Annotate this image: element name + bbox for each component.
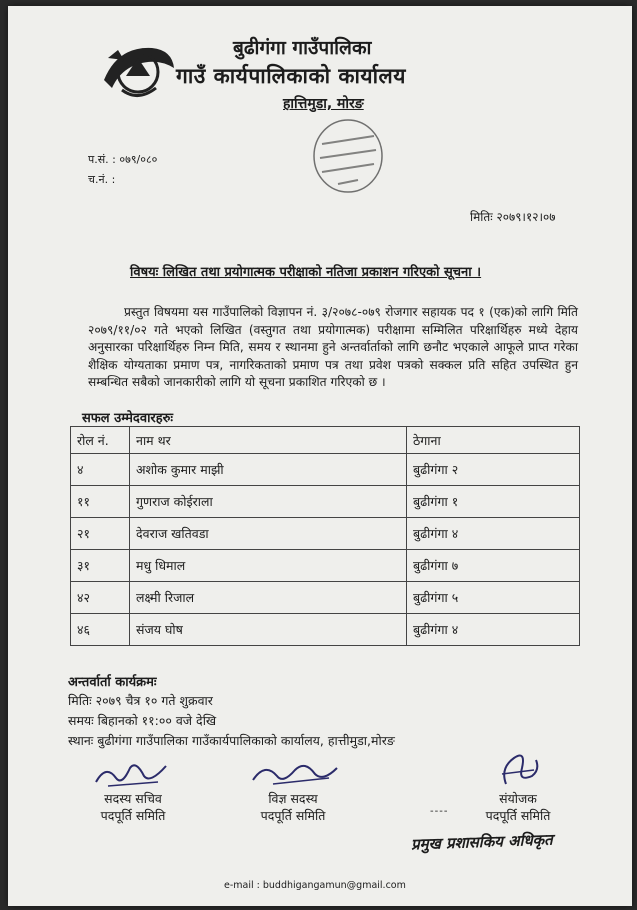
handwritten-signature-icon [243,758,343,790]
notice-document [8,6,632,906]
signature-block-secretary [78,758,188,824]
office-email: e-mail : buddhigangamun@gmail.com [224,880,406,891]
signature-block-expert [233,758,353,824]
roll-cell: ४२ [71,582,130,614]
address-cell: बुढीगंगा ७ [407,550,580,582]
address-cell: बुढीगंगा ४ [407,614,580,646]
table-row [71,486,580,518]
handwritten-signature-icon [88,758,178,790]
executive-office-name: गाउँ कार्यपालिकाको कार्यालय [176,64,406,88]
table-row [71,550,580,582]
table-row [71,518,580,550]
name-cell: संजय घोष [130,614,407,646]
roll-cell: ३१ [71,550,130,582]
roll-cell: २१ [71,518,130,550]
interview-venue: स्थानः बुढीगंगा गाउँपालिका गाउँकार्यपालिकाको कार्यालय, हात्तीमुडा,मोरङ [68,733,395,748]
table-header-row [71,427,580,454]
notice-subject: विषयः लिखित तथा प्रयोगात्मक परीक्षाको नतिजा प्रकाशन गरिएको सूचना । [130,265,482,280]
header-name: नाम थर [130,427,407,454]
interview-time: समयः बिहानको ११:०० वजे देखि [68,713,217,728]
notice-date: मितिः २०७९।१२।०७ [470,210,556,224]
name-cell: अशोक कुमार माझी [130,454,407,486]
signatory-role: सदस्य सचिव [104,791,162,806]
address-cell: बुढीगंगा ५ [407,582,580,614]
roll-cell: ११ [71,486,130,518]
divider-dots: ---- [430,806,449,817]
reference-number: प.सं. : ०७९/०८० [88,153,158,166]
signatory-committee: पदपूर्ति समिति [100,808,166,823]
dispatch-number: च.नं. : [88,173,116,186]
name-cell: देवराज खतिवडा [130,518,407,550]
address-cell: बुढीगंगा १ [407,486,580,518]
table-row [71,614,580,646]
signatory-role: विज्ञ सदस्य [268,791,318,806]
signature-block-coordinator [463,748,573,824]
office-stamp-icon [308,114,388,196]
office-name: बुढीगंगा गाउँपालिका [233,37,372,59]
results-table [70,426,580,646]
roll-cell: ४६ [71,614,130,646]
passed-candidates-heading: सफल उम्मेदवारहरुः [82,411,174,426]
table-row [71,454,580,486]
office-location: हात्तिमुडा, मोरङ [283,96,364,112]
address-cell: बुढीगंगा २ [407,454,580,486]
header-address: ठेगाना [407,427,580,454]
table-row [71,582,580,614]
roll-cell: ४ [71,454,130,486]
address-cell: बुढीगंगा ४ [407,518,580,550]
interview-date: मितिः २०७९ चैत्र १० गते शुक्रवार [68,693,213,708]
admin-officer-stamp: प्रमुख प्रशासकिय अधिकृत [410,830,554,854]
interview-heading: अन्तर्वार्ता कार्यक्रमः [68,675,157,690]
notice-body: प्रस्तुत विषयमा यस गाउँपालिको विज्ञापन नं. ३/२०७८-०७९ रोजगार सहायक पद १ (एक)को लागि मिति २०७९/११/०२ गते भएको लिखित (वस्तुगत तथा प्रयोगात्मक) परीक्षामा सम्मिलित परिक्षार्थिहरु मध्ये देहाय अनुसारका परिक्षार्थिहरु निम्न मिति, समय र स्थानमा हुने अन्तर्वार्ताको लागि छनौट भएकाले आफूले प्राप्त गरेका शैक्षिक योग्यताका प्रमाण पत्र, नागरिकताको प्रमाण पत्र तथा प्रवेश पत्रको सक्कल प्रति सहित उपस्थित हुन सम्बन्धित सबैको जानकारीको लागि यो सूचना प्रकाशित गरिएको छ । [88,305,578,389]
name-cell: मधु धिमाल [130,550,407,582]
signatory-role: संयोजक [499,791,537,806]
handwritten-signature-icon [488,748,548,790]
signatory-committee: पदपूर्ति समिति [485,808,551,823]
header-roll: रोल नं. [71,427,130,454]
name-cell: लक्ष्मी रिजाल [130,582,407,614]
municipality-emblem-icon [98,28,178,108]
name-cell: गुणराज कोईराला [130,486,407,518]
signatory-committee: पदपूर्ति समिति [260,808,326,823]
